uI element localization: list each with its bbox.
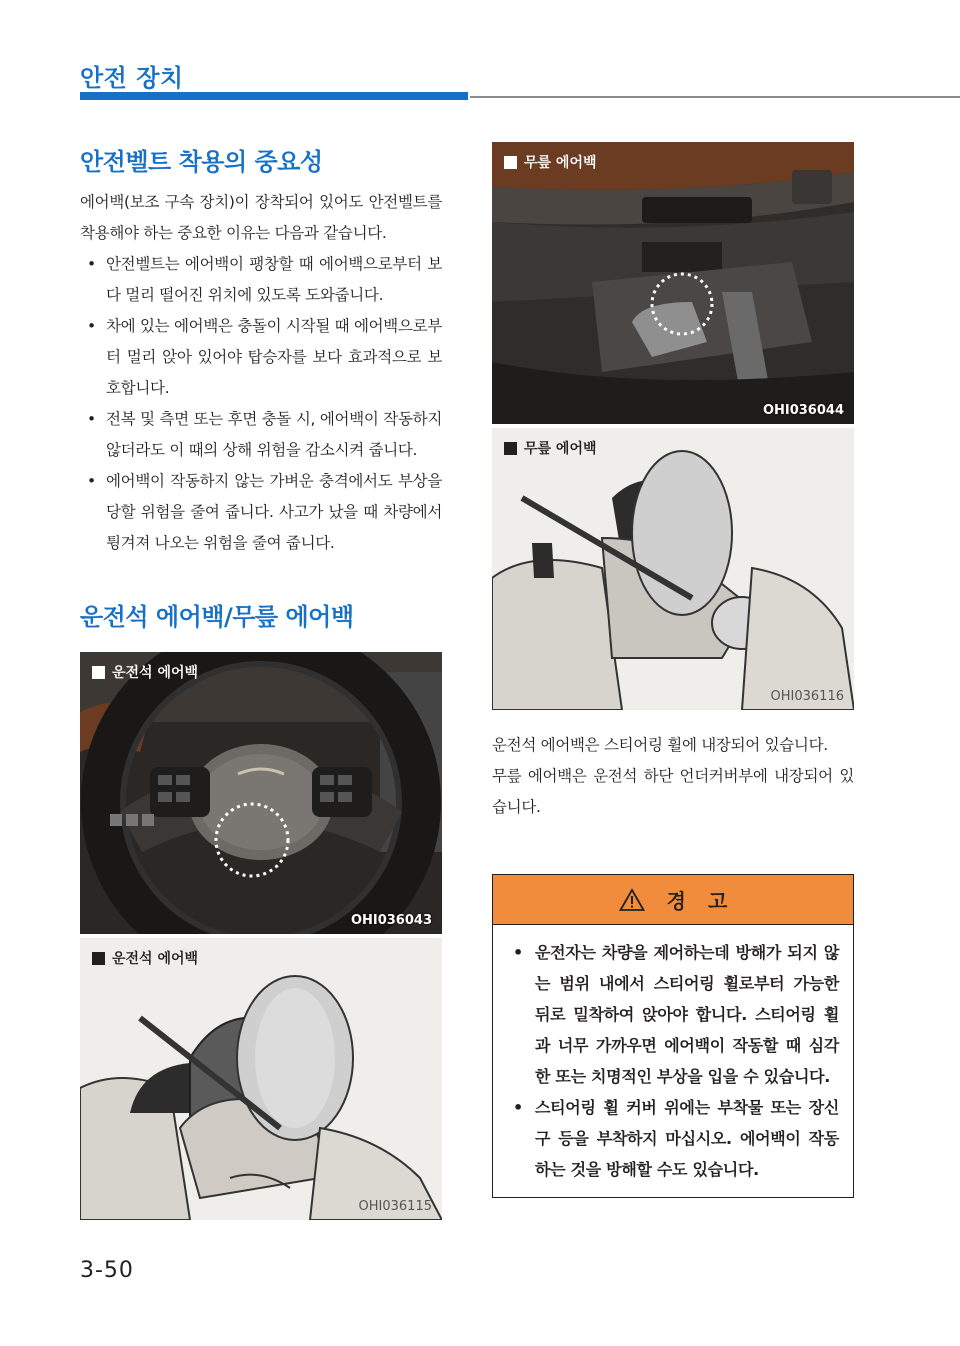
warning-box: [492, 874, 854, 1198]
figure-caption: [504, 152, 597, 172]
page-header-title: 안전 장치: [80, 64, 184, 92]
header-divider: [470, 96, 960, 98]
caption-square-icon: [92, 952, 105, 965]
figure-caption-text: 운전석 에어백: [112, 951, 199, 967]
page-number: 3-50: [80, 1258, 134, 1283]
section-title-seatbelt: 안전벨트 착용의 중요성: [80, 148, 323, 176]
warning-title: 경고: [666, 889, 750, 913]
warning-triangle-icon: [619, 888, 645, 912]
warning-bullet-list: [507, 937, 839, 1185]
figure-caption: [92, 662, 198, 682]
knee-airbag-drawing: [492, 428, 854, 710]
right-column: [492, 142, 854, 823]
list-item: • 전복 및 측면 또는 후면 충돌 시, 에어백이 작동하지 않더라도 이 때의 상해 위험을 감소시켜 줍니다.: [80, 404, 442, 466]
figure-caption: [92, 948, 198, 968]
warning-body: [493, 925, 853, 1197]
driver-airbag-photo: [80, 652, 442, 934]
figure-code: OHI036116: [770, 689, 844, 704]
figure-code: OHI036043: [350, 913, 432, 928]
left-column: [80, 142, 442, 1220]
caption-square-icon: [92, 666, 105, 679]
knee-airbag-photo: [492, 142, 854, 424]
driver-airbag-illustration: [80, 938, 442, 1220]
figure-caption: [504, 438, 597, 458]
figure-code: OHI036115: [358, 1199, 432, 1214]
header-accent-bar: [80, 92, 468, 100]
driver-airbag-paragraph: 운전석 에어백은 스티어링 휠에 내장되어 있습니다.: [492, 736, 828, 754]
warning-header: [493, 875, 853, 925]
intro-paragraph: 에어백(보조 구속 장치)이 장착되어 있어도 안전벨트를 착용해야 하는 중요한 이유는 다음과 같습니다.: [80, 193, 442, 242]
list-item: • 차에 있는 에어백은 충돌이 시작될 때 에어백으로부터 멀리 앉아 있어야 탑승자를 보다 효과적으로 보호합니다.: [80, 311, 442, 404]
list-item: • 안전벨트는 에어백이 팽창할 때 에어백으로부터 보다 멀리 떨어진 위치에 있도록 도와줍니다.: [80, 249, 442, 311]
list-item: • 스티어링 휠 커버 위에는 부착물 또는 장신구 등을 부착하지 마십시오. 에어백이 작동하는 것을 방해할 수도 있습니다.: [507, 1092, 839, 1185]
steering-wheel-illustration: [80, 652, 442, 934]
knee-airbag-illustration: [492, 428, 854, 710]
knee-airbag-paragraph: 무릎 에어백은 운전석 하단 언더커버부에 내장되어 있습니다.: [492, 767, 854, 816]
list-item: • 운전자는 차량을 제어하는데 방해가 되지 않는 범위 내에서 스티어링 휠로부터 가능한 뒤로 밀착하여 앉아야 합니다. 스티어링 휠과 너무 가까우면 에어백이 작동할 때 심각한 또는 치명적인 부상을 입을 수 있습니다.: [507, 937, 839, 1092]
caption-square-icon: [504, 442, 517, 455]
figure-code: OHI036044: [762, 403, 844, 418]
section-title-driver-knee-airbag: 운전석 에어백/무릎 에어백: [80, 603, 354, 631]
caption-square-icon: [504, 156, 517, 169]
figure-caption-text: 무릎 에어백: [524, 155, 597, 171]
figure-caption-text: 운전석 에어백: [112, 665, 199, 681]
list-item: • 에어백이 작동하지 않는 가벼운 충격에서도 부상을 당할 위험을 줄여 줍니다. 사고가 났을 때 차량에서 튕겨져 나오는 위험을 줄여 줍니다.: [80, 466, 442, 559]
driver-airbag-drawing: [80, 938, 442, 1220]
knee-area-illustration: [492, 142, 854, 424]
figure-caption-text: 무릎 에어백: [524, 441, 597, 457]
seatbelt-bullet-list: [80, 249, 442, 559]
